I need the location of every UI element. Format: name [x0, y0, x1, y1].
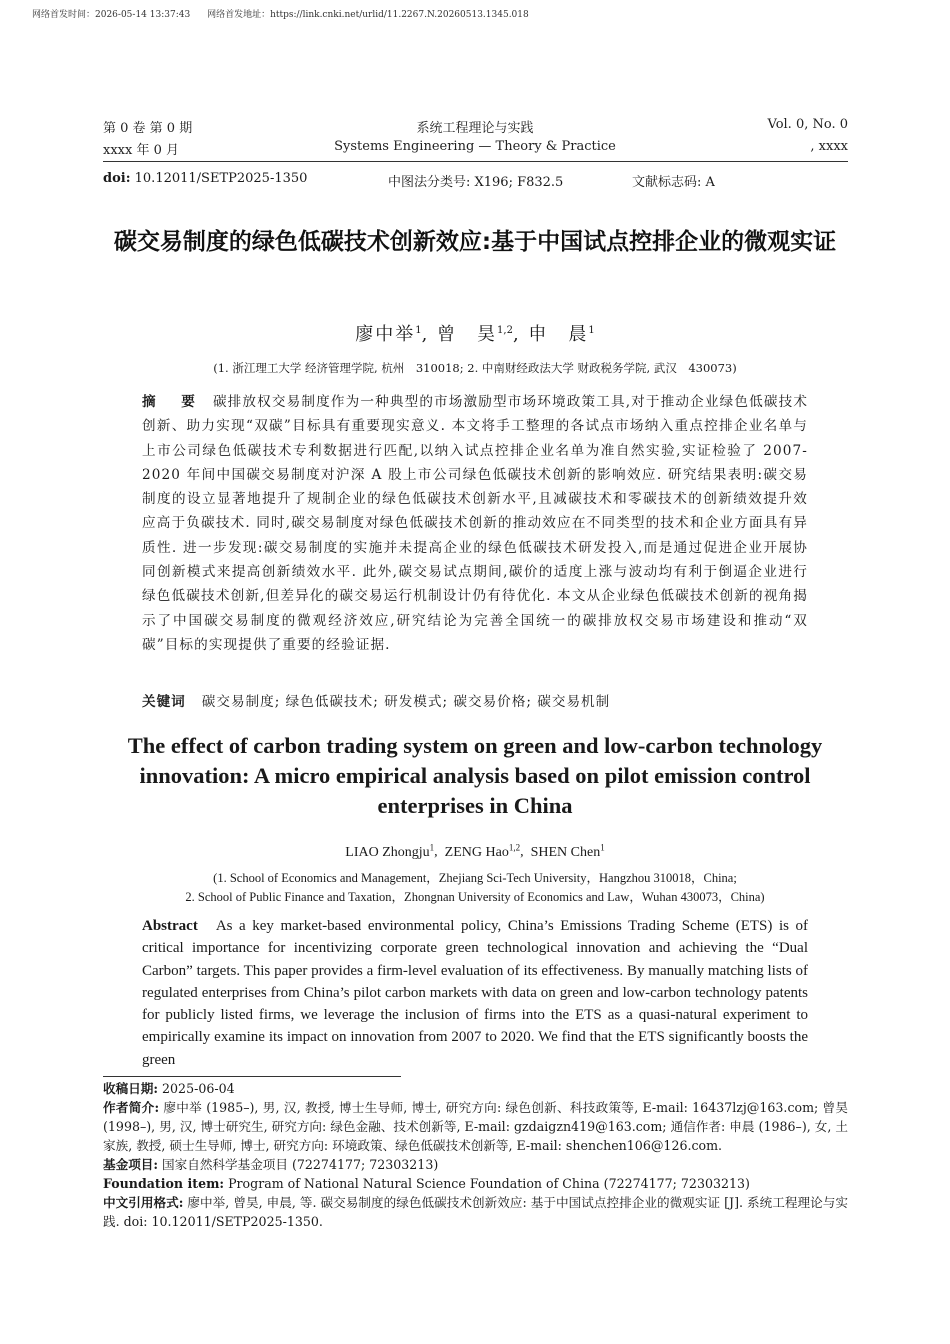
footnote-citation: 中文引用格式: 廖中举, 曾昊, 申晨, 等. 碳交易制度的绿色低碳技术创新效应: 基于中国试点控排企业的微观实证 [J]. 系统工程理论与实践. doi: 10.12011/SETP2025-1350. — [103, 1195, 848, 1229]
authors-zh: 廖中举$^1$, 曾 昊$^{1,2}$, 申 晨$^1$ — [355, 324, 595, 345]
author-en: ZENG Hao$^{1,2}$ — [444, 842, 521, 860]
abstract-zh — [142, 390, 808, 657]
doi-line — [103, 171, 307, 186]
author-zh: 申 晨$^1$ — [528, 324, 595, 345]
author-zh: 曾 昊$^{1,2}$ — [437, 324, 513, 345]
abstract-zh-label: 摘 要 — [142, 394, 201, 410]
doi-value[interactable]: 10.12011/SETP2025-1350 — [134, 171, 308, 186]
author-zh: 廖中举$^1$ — [355, 324, 422, 345]
affiliation-zh: (1. 浙江理工大学 经济管理学院, 杭州 310018; 2. 中南财经政法大学 财政税务学院, 武汉 430073) — [213, 361, 737, 375]
header-volume-en: Vol. 0, No. 0 — [767, 117, 848, 132]
title-zh: 碳交易制度的绿色低碳技术创新效应:基于中国试点控排企业的微观实证 — [113, 229, 837, 255]
abstract-en — [142, 915, 808, 1071]
footnote-author-bio: 作者简介: 廖中举 (1985–), 男, 汉, 教授, 博士生导师, 博士, 研究方向: 绿色创新、科技政策等, E-mail: 16437lzj@163.com; 曾昊 (1998–), 男, 汉, 博士研究生, 研究方向: 绿色金融、技术创新等, E-mail: gzdaigzn419@163.com; 通信作者: 申晨 (1986–), 女, 土家族, 教授, 硕士生导师, 博士, 研究方向: 环境政策、绿色低碳技术创新等, E-mail: shenchen106@126.com. — [103, 1100, 848, 1153]
abstract-zh-text: 碳排放权交易制度作为一种典型的市场激励型市场环境政策工具,对于推动企业绿色低碳技术创新、助力实现“双碳”目标具有重要现实意义. 本文将手工整理的各试点市场纳入重点控排企业名单与上市公司绿色低碳技术专利数据进行匹配,以纳入试点控排企业名单为准自然实验,实证检验了 2007-2020 年间中国碳交易制度对沪深 A 股上市公司绿色低碳技术创新的影响效应. 研究结果表明:碳交易制度的设立显著地提升了规制企业的绿色低碳技术创新水平,且减碳技术和零碳技术的创新绩效提升效应高于负碳技术. 同时,碳交易制度对绿色低碳技术创新的推动效应在不同类型的技术和企业方面具有异质性. 进一步发现:碳交易制度的实施并未提高企业的绿色低碳技术研发投入,而是通过促进企业开展协同创新模式来提高创新绩效水平. 此外,碳交易试点期间,碳价的适度上涨与波动均有利于倒逼企业进行绿色低碳技术创新,但差异化的碳交易运行机制设计仍有待优化. 本文从企业绿色低碳技术创新的视角揭示了中国碳交易制度的微观经济效应,研究结论为完善全国统一的碳排放权交易市场建设和推动“双碳”目标的实现提供了重要的经验证据. — [142, 394, 809, 653]
header-date-en: , xxxx — [810, 139, 848, 154]
footnote-fund-en: Foundation item: Program of National Natural Science Foundation of China (72274177; 72303213) — [103, 1176, 750, 1191]
footnote-rule — [103, 1076, 401, 1077]
clc-code: 中图法分类号: X196; F832.5 — [388, 175, 564, 190]
abstract-en-text: As a key market-based environmental policy, China’s Emissions Trading Scheme (ETS) is of critical importance for incentivizing corporate green technological innovation and achieving the “Dual Carbon” targets. This paper provides a firm-level evaluation of its effectiveness. By manually matching lists of regulated enterprises from China’s pilot carbon markets with data on green and low-carbon technology patents for publicly listed firms, we leverage the inclusion of firms into the ETS as a quasi-natural experiment to empirically examine its impact on innovation from 2007 to 2020. We find that the ETS significantly boosts the green — [142, 918, 808, 1068]
header-journal-en: Systems Engineering — Theory & Practice — [334, 139, 616, 154]
keywords-zh — [142, 690, 610, 710]
footnotes — [103, 1079, 848, 1231]
affiliation-en-1: (1. School of Economics and Management，Zhejiang Sci-Tech University，Hangzhou 310018，China; — [213, 871, 737, 885]
author-en: SHEN Chen$^1$ — [530, 842, 605, 860]
affiliation-en-2: 2. School of Public Finance and Taxation，Zhongnan University of Economics and Law，Wuhan 430073，China) — [185, 890, 765, 904]
keywords-zh-label: 关键词 — [142, 694, 186, 710]
header-date-zh: xxxx 年 0 月 — [103, 143, 179, 158]
authors-en: LIAO Zhongju$^1$, ZENG Hao$^{1,2}$, SHEN Chen$^1$ — [345, 842, 605, 860]
abstract-en-label: Abstract — [142, 918, 198, 934]
online-first-address: 网络首发地址：https://link.cnki.net/urlid/11.2267.N.20260513.1345.018 — [207, 10, 529, 20]
doi-label: doi: — [103, 171, 131, 186]
header-journal-zh: 系统工程理论与实践 — [416, 121, 534, 136]
footnote-fund: 基金项目: 国家自然科学基金项目 (72274177; 72303213) — [103, 1157, 439, 1172]
title-en: The effect of carbon trading system on green and low-carbon technology innovation: A micro empirical analysis based on pilot emission control enterprises in China — [127, 733, 823, 818]
online-first-time: 网络首发时间：2026-05-14 13:37:43 — [32, 10, 191, 20]
footnote-received: 收稿日期: 2025-06-04 — [103, 1081, 235, 1096]
online-first-info — [32, 7, 529, 20]
author-en: LIAO Zhongju$^1$ — [345, 842, 435, 860]
document-code: 文献标志码: A — [632, 175, 715, 190]
header-volume-zh: 第 0 卷 第 0 期 — [103, 121, 193, 136]
header-rule — [103, 161, 848, 162]
keywords-zh-text: 碳交易制度; 绿色低碳技术; 研发模式; 碳交易价格; 碳交易机制 — [201, 694, 611, 710]
